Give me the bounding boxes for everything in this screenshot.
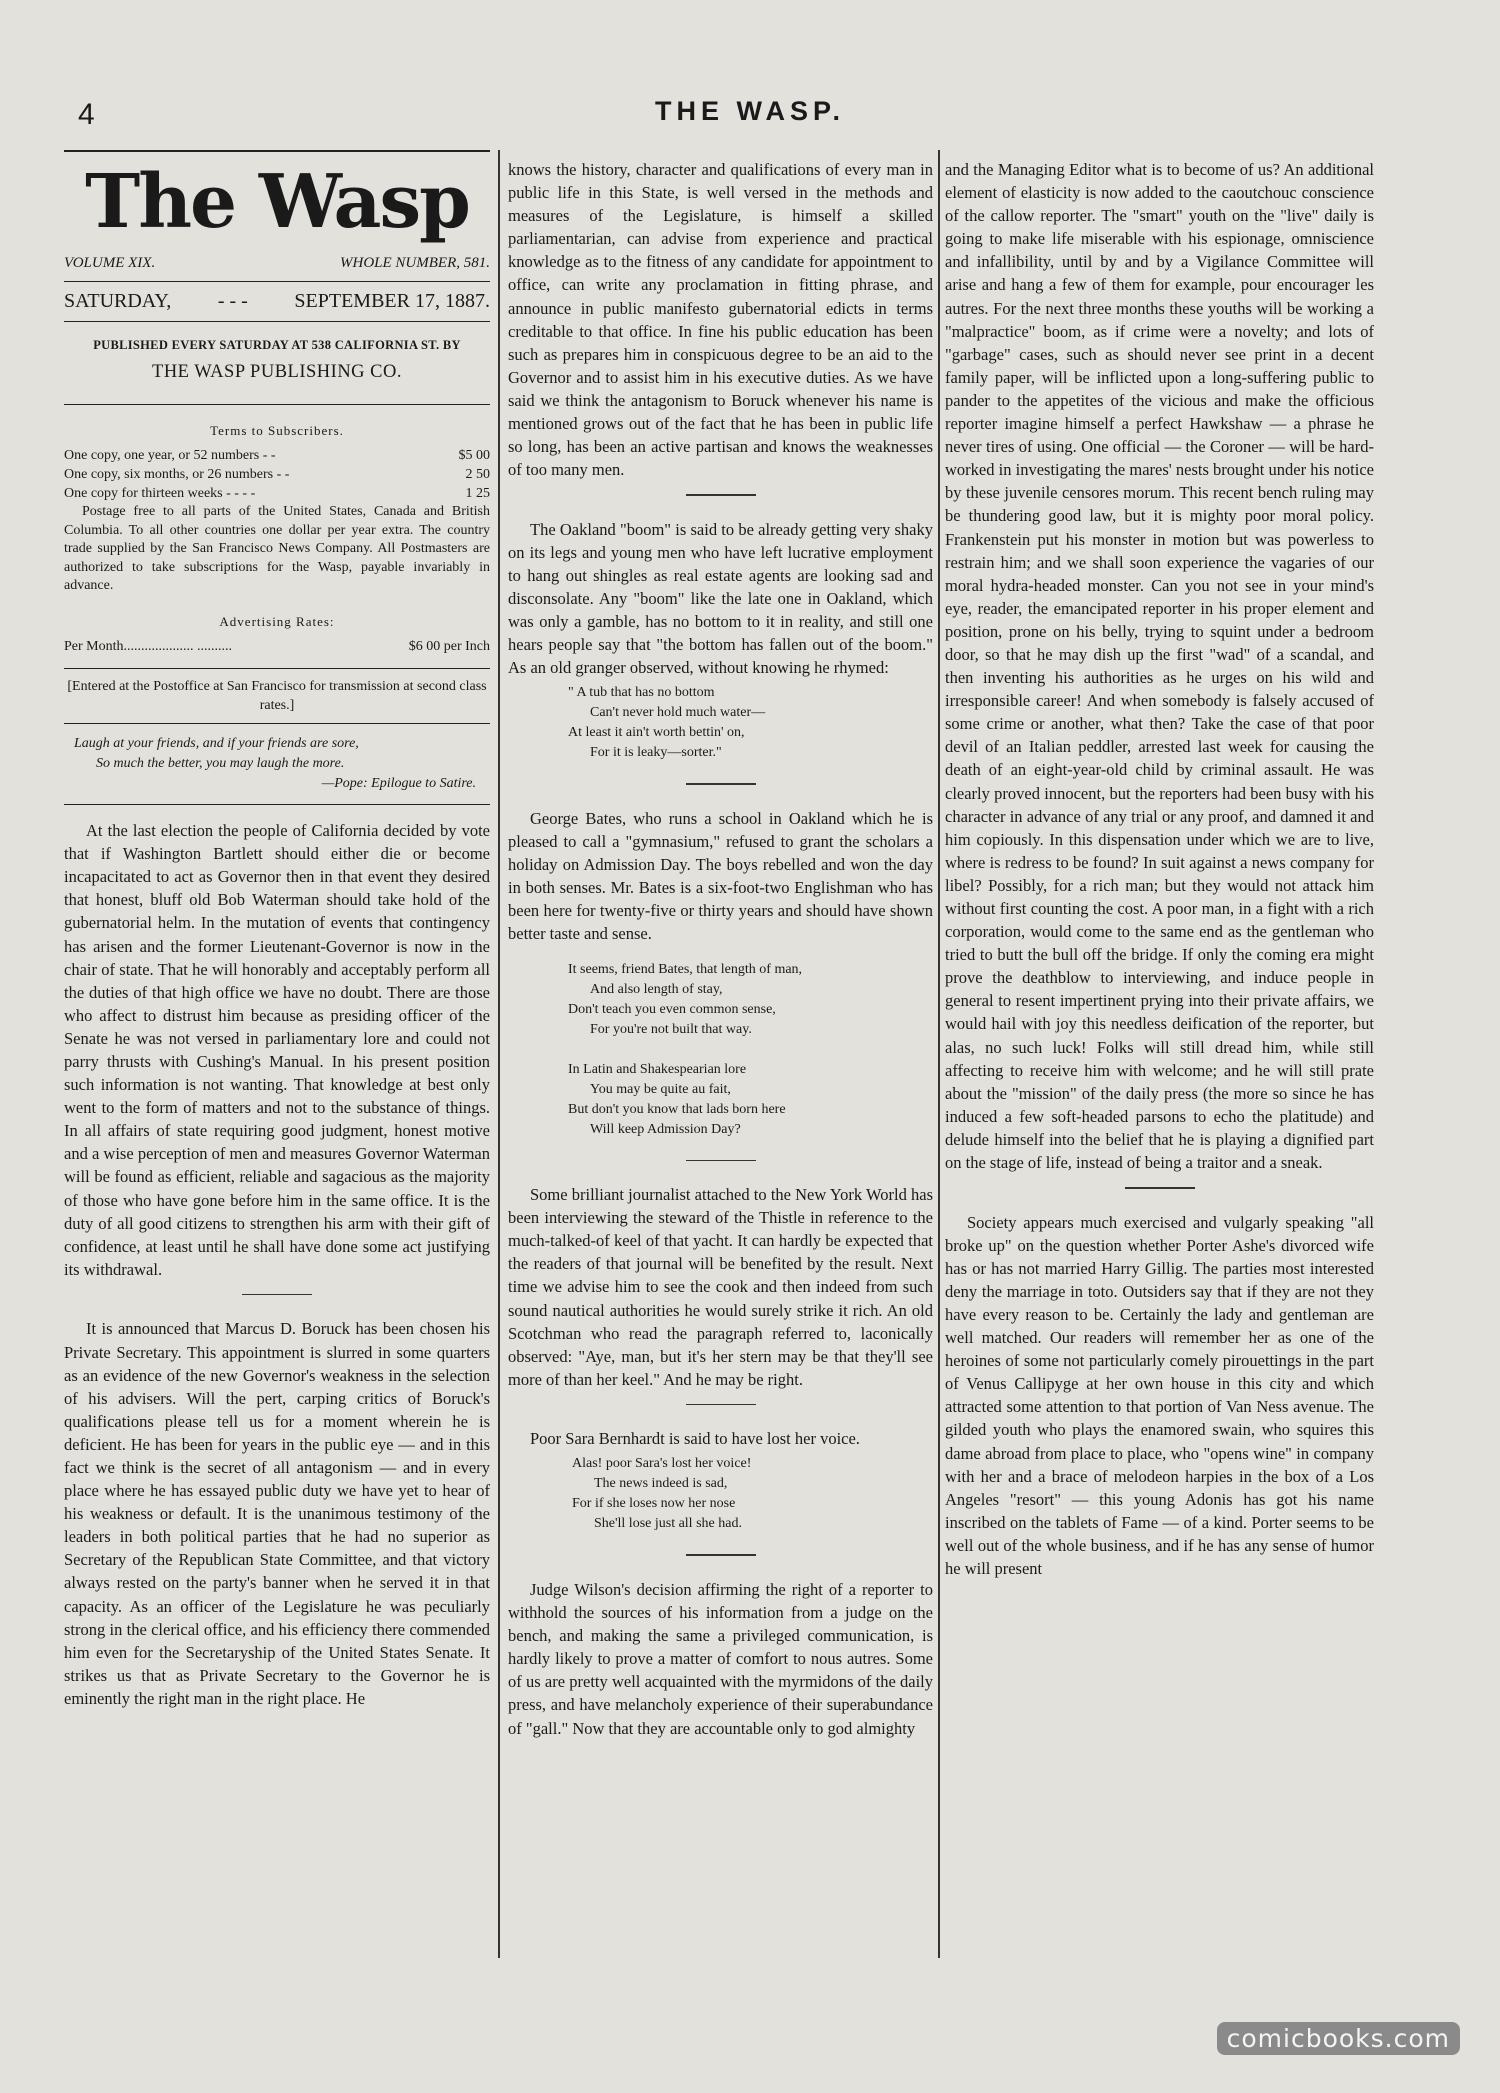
poem-sara [572,1454,933,1534]
column-rule-1 [498,150,500,1958]
column-2 [508,158,933,1740]
advertising-row [64,637,490,656]
advertising-heading: Advertising Rates: [219,613,335,629]
running-title: THE WASP. [654,96,846,126]
volume-line [64,252,490,275]
article-boruck-continued: knows the history, character and qualifications of every man in public life in this State, is well versed in the methods and measures of the Legislature, is himself a skilled parliamentarian, can advise from experience and practical knowledge as to the fitness of any candidate for appointment to office, can write any proclamation in fitting phrase, and announce in public manifesto gubernatorial edicts in terms creditable to that office. In fine his public education has been such as prepares him in conspicuous degree to be an aid to the Governor and to assist him in his executive duties. As we have said we think the antagonism to Boruck whenever his name is mentioned grows out of the fact that he has been in public life so long, has been an active partisan and knows the weaknesses of too many men. [508,160,933,480]
column-3 [945,158,1374,1580]
column-1 [64,150,490,1710]
dateline-dashes: - - - [217,290,248,313]
epigraph-line: So much the better, you may laugh the more. [96,756,345,772]
section-divider [686,1554,756,1556]
poem-line: Don't teach you even common sense, [568,1001,776,1017]
entered-note: [Entered at the Postoffice at San Francisco for transmission at second class rates.] [64,668,490,724]
section-divider [686,494,756,496]
terms-label: One copy, one year, or 52 numbers - - [64,448,276,464]
poem-line: Alas! poor Sara's lost her voice! [572,1456,752,1472]
section-divider [242,1294,312,1296]
poem-line: It seems, friend Bates, that length of man, [568,961,803,977]
terms-price: 2 50 [465,467,490,483]
terms-row [64,484,490,503]
terms-row [64,446,490,465]
issue-date: SEPTEMBER 17, 1887. [294,290,490,313]
article-bernhardt: Poor Sara Bernhardt is said to have lost her voice. [530,1429,860,1449]
poem-line: Will keep Admission Day? [590,1121,741,1137]
poem-line: For if she loses now her nose [572,1496,736,1512]
advertising-label: Per Month.................... .......... [64,639,232,655]
poem-line: Can't never hold much water— [590,705,766,721]
postage-note: Postage free to all parts of the United States, Canada and British Columbia. To all other countries one dollar per year extra. The country trade supplied by the San Francisco News Company. All Postmasters are authorized to take subscriptions for the Wasp, payable invariably in advance. [64,504,490,594]
poem-line: For it is leaky—sorter." [590,745,722,761]
masthead-title: The Wasp [85,159,469,245]
article-reporter-continued: and the Managing Editor what is to become of us? An additional element of elasticity is now added to the caoutchouc conscience of the callow reporter. The "smart" youth on the "live" daily is going to make life miserable with his espionage, omniscience and infallibility, until by and by a Vigilance Committee will arise and hang a few of them for example, pour encourager les autres. For the next three months these youths will be working a "malpractice" boom, as if crime were a novelty; and lots of "garbage" cases, such as should never see print in a decent family paper, will be inflicted upon a long-suffering public to pander to the appetites of the vicious and make the officious reporter imagine himself a perfect Hawkshaw — a phrase he never tires of using. One official — the Coroner — will be hard-worked in investigating the mares' nests brought under his notice by these juvenile censores morum. This recent bench ruling may be thundering good law, but it is mighty poor moral policy. Frankenstein put his monster in motion but was powerless to restrain him; and we shall soon experience the vagaries of our moral hydra-headed monster. Can you not see in your mind's eye, reader, the emancipated reporter in his proper element and position, prone on his belly, trying to squint under a bedroom door, so that he may dish up the first "wad" of a scandal, and then inventing his authorities as he urges on his wild and irresponsible career! And when somebody is falsely accused of some crime or another, what then? Take the case of that poor devil of an Italian peddler, arrested last week for causing the death of an eight-year-old child by criminal assault. He was clearly proved innocent, but the reporters had been busy with his character in advance of any trial or any proof, and damned it and him copiously. In this dispensation under which we are to live, where is redress to be found? In suit against a news company for libel? Possibly, for a rich man; but they would not attack him without first counting the cost. A poor man, in a fight with a rich corporation, would come to the same end as the gentleman who tried to butt the bull off the bridge. If only the coming era might prove the deathblow to interviewing, and induce people in general to resent impertinent prying into their private affairs, we would hail with joy this needless deification of the reporter, but alas, no such luck! Folks will still dread him, while still affecting to receive him with welcome; and he will still prate about the "mission" of the daily press (the more so since he has induced a few soft-headed parsons to echo the platitude) and delude himself into the belief that he is playing a dignified part on the stage of life, instead of being a traitor and a sneak. [945,160,1374,1173]
section-divider [686,783,756,785]
poem-line: " A tub that has no bottom [568,685,715,701]
epigraph-source: —Pope: Epilogue to Satire. [321,776,476,792]
terms-label: One copy for thirteen weeks - - - - [64,486,256,502]
poem-line: In Latin and Shakespearian lore [568,1061,747,1077]
whole-number: WHOLE NUMBER, 581. [340,255,490,271]
section-divider [1125,1187,1195,1189]
terms-price: $5 00 [458,448,490,464]
advertising-price: $6 00 per Inch [408,639,490,655]
page-number: 4 [78,98,95,131]
dateline [64,281,490,322]
watermark: comicbooks.com [1217,2022,1460,2055]
article-thistle: Some brilliant journalist attached to the New York World has been interviewing the steward of the Thistle in reference to the much-talked-of keel of that yacht. It can hardly be expected that the readers of that journal will be benefited by the result. Next time we advise him to see the cook and then indeed from such sound nautical authorities he would surely strike it rich. An old Scotchman who read the paragraph referred to, laconically observed: "Aye, man, but it's her stern may be that they'll see more of than her keel." And he may be right. [508,1185,933,1389]
article-governor: At the last election the people of California decided by vote that if Washington Bartlett should either die or become incapacitated to act as Governor then in that event they desired that honest, bluff old Bob Waterman should take hold of the gubernatorial helm. In the mutation of events that contingency has arisen and the former Lieutenant-Governor is now in the chair of state. That he will honorably and acceptably perform all the duties of that high office we have no doubt. There are those who affect to distrust him because as presiding officer of the Senate he was not versed in parliamentary lore and could not parry thrusts with Cushing's Manual. In his present position such information is not wanting. That knowledge at best only went to the form of matters and not to the substance of things. In all affairs of state requiring good judgment, honest motive and a wise perception of men and measures Governor Waterman will be found as efficient, reliable and sagacious as the majority of those who have gone before him in the same office. It is the duty of all good citizens to strengthen his arm with their gift of confidence, at least until he shall have done some act justifying its withdrawal. [64,821,490,1279]
poem-line: But don't you know that lads born here [568,1101,786,1117]
article-bates: George Bates, who runs a school in Oakland which he is pleased to call a "gymnasium," refused to grant the scholars a holiday on Admission Day. The boys rebelled and won the day in both senses. Mr. Bates is a six-foot-two Englishman who has been here for twenty-five or thirty years and should have shown better taste and sense. [508,808,933,944]
epigraph [64,724,490,805]
poem-line: At least it ain't worth bettin' on, [568,725,745,741]
publication-info: PUBLISHED EVERY SATURDAY AT 538 CALIFORNIA ST. BY [93,338,461,353]
terms-heading: Terms to Subscribers. [210,423,344,439]
article-judge-wilson: Judge Wilson's decision affirming the right of a reporter to withhold the sources of his information from a judge on the bench, and making the same a privileged communication, is hardly likely to prove a matter of comfort to nous autres. Some of us are pretty well acquainted with the myrmidons of the daily press, and have melancholy experience of their superabundance of "gall." Now that they are accountable only to god almighty [508,1579,933,1738]
poem-tub [568,683,933,763]
poem-bates-2 [568,1060,933,1140]
epigraph-line: Laugh at your friends, and if your friends are sore, [74,736,359,752]
column-rule-2 [938,150,940,1958]
poem-line: For you're not built that way. [590,1021,752,1037]
article-boruck: It is announced that Marcus D. Boruck has been chosen his Private Secretary. This appointment is slurred in some quarters as an evidence of the new Governor's weakness in the selection of his advisers. Will the pert, carping critics of Boruck's qualifications please tell us for a moment wherein he is deficient. He has been for years in the public eye — and in this fact we think is the secret of all antagonism — and in every place where he has essayed public duty we have yet to hear of his weakness or default. It is the unanimous testimony of the leaders in both political parties that he had no superior as Secretary of the Republican State Committee, and that victory always rested on the party's banner when he served it in that capacity. As an officer of the Legislature he was peculiarly strong in the clerical office, and his efficiency there commended him even for the Secretaryship of the United States Senate. It strikes us that as Private Secretary to the Governor he is eminently the right man in the right place. He [64,1319,490,1708]
terms-row [64,465,490,484]
poem-line: And also length of stay, [590,981,723,997]
terms-price: 1 25 [465,486,490,502]
issue-day: SATURDAY, [64,290,172,313]
article-oakland-boom: The Oakland "boom" is said to be already getting very shaky on its legs and young men who have left lucrative employment to hang out shingles as real estate agents are looking sad and disconsolate. Any "boom" like the late one in Oakland, which was only a gamble, has no bottom to it in reality, and still one hears people say that "the bottom has fallen out of the boom." As an old granger observed, without knowing he rhymed: [508,519,933,678]
masthead-block [64,150,490,805]
poem-line: The news indeed is sad, [594,1476,728,1492]
publisher-name: THE WASP PUBLISHING CO. [152,362,402,383]
volume: VOLUME XIX. [64,255,156,271]
poem-bates-1 [568,960,933,1040]
section-divider [686,1160,756,1162]
section-divider [686,1404,756,1406]
terms-label: One copy, six months, or 26 numbers - - [64,467,290,483]
article-society: Society appears much exercised and vulgarly speaking "all broke up" on the question whether Porter Ashe's divorced wife has or has not married Harry Gillig. The parties most interested deny the marriage in toto. Outsiders say that if they are not they have every reason to be. Certainly the lady and gentleman are well matched. Our readers will remember her as one of the heroines of some not particularly comely pirouettings in the part of Venus Callipyge at her own house in this city and which attracted some attention to that portion of Van Ness avenue. The gilded youth who plays the enamored swain, who squires this dame abroad from place to place, who "opens wine" in company with her and a brace of melodeon harpies in the box of a Los Angeles "resort" — this young Adonis has got his name inscribed on the tablets of Fame — of a kind. Porter seems to be well out of the whole business, and if he has any sense of humor he will present [945,1212,1374,1579]
poem-line: You may be quite au fait, [590,1081,731,1097]
poem-line: She'll lose just all she had. [594,1516,742,1532]
